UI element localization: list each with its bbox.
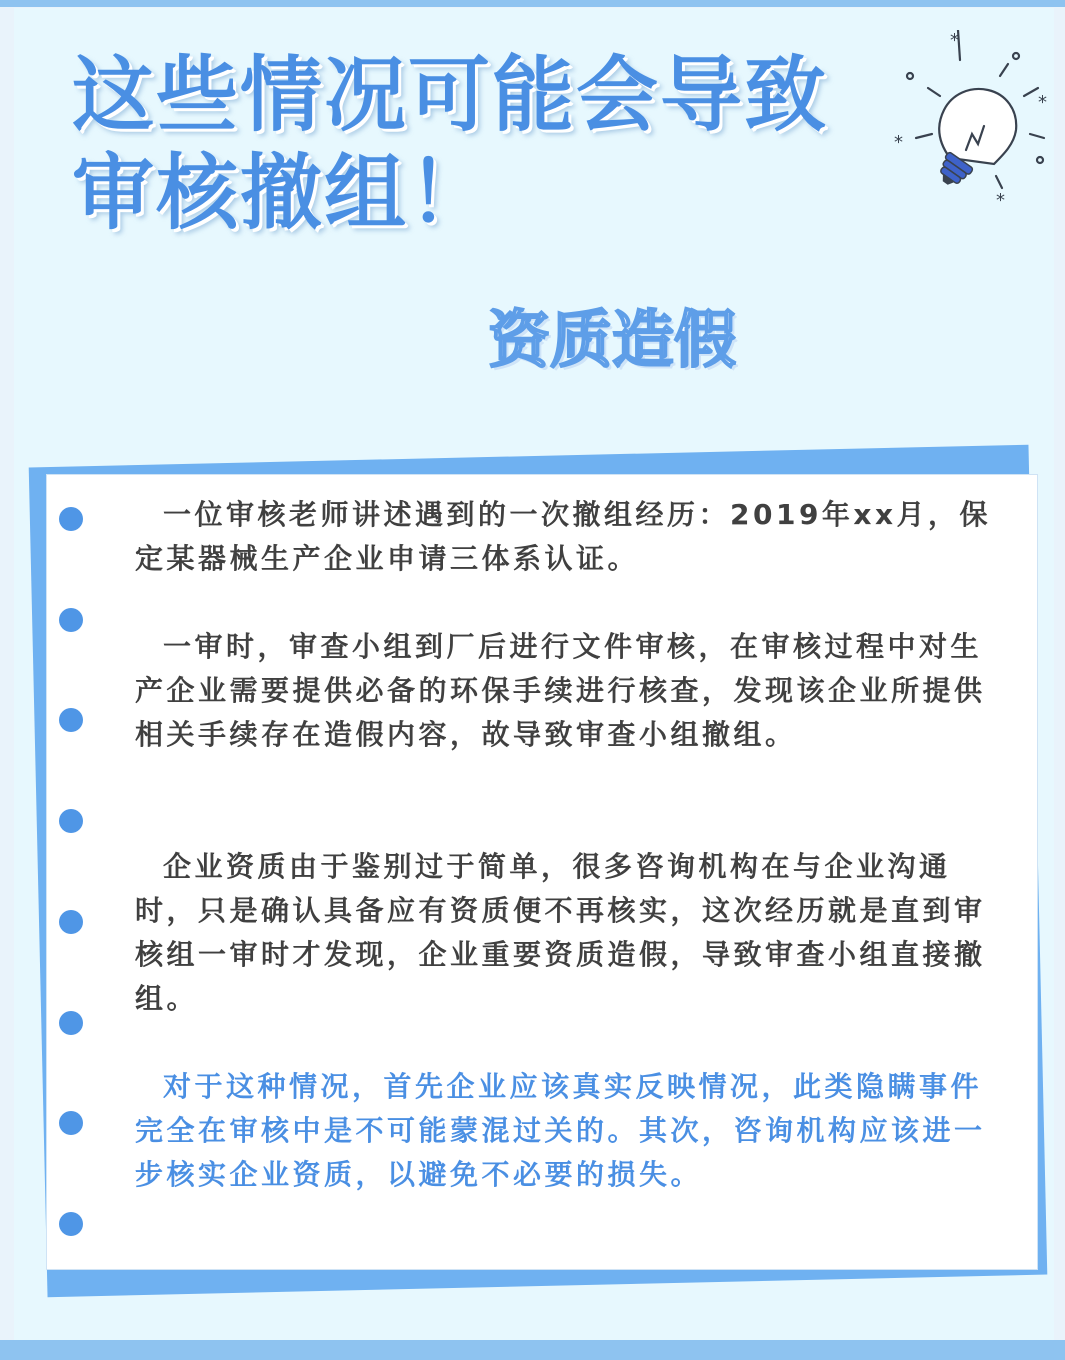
svg-text:*: * <box>1038 92 1047 113</box>
paragraph-advice: 对于这种情况，首先企业应该真实反映情况，此类隐瞒事件完全在审核中是不可能蒙混过关的。其次，咨询机构应该进一步核实企业资质，以避免不必要的损失。 <box>135 1070 986 1191</box>
dot-icon <box>59 608 83 632</box>
content-card <box>46 474 1038 1270</box>
top-border <box>0 0 1065 7</box>
svg-text:*: * <box>950 30 959 51</box>
dot-icon <box>59 910 83 934</box>
dot-icon <box>59 809 83 833</box>
lightbulb-icon <box>888 30 1058 210</box>
section-subtitle: 资质造假 <box>488 303 737 376</box>
dot-icon <box>59 708 83 732</box>
paragraph-qualification: 企业资质由于鉴别过于简单，很多咨询机构在与企业沟通时，只是确认具备应有资质便不再核实，这次经历就是直到审核组一审时才发现，企业重要资质造假，导致审查小组直接撤组。 <box>135 850 986 1015</box>
headline-line-1: 这些情况可能会导致 <box>72 48 829 143</box>
svg-text:*: * <box>996 190 1005 210</box>
svg-text:*: * <box>894 132 903 153</box>
dot-icon <box>59 1011 83 1035</box>
headline-line-2: 审核撤组！ <box>72 146 493 241</box>
paragraph-experience: 一位审核老师讲述遇到的一次撤组经历：2019年xx月，保定某器械生产企业申请三体系认证。 <box>135 498 992 575</box>
dot-icon <box>59 1111 83 1135</box>
bottom-border <box>0 1340 1065 1360</box>
dot-icon <box>59 507 83 531</box>
paragraph-first-audit: 一审时，审查小组到厂后进行文件审核，在审核过程中对生产企业需要提供必备的环保手续进行核查，发现该企业所提供相关手续存在造假内容，故导致审查小组撤组。 <box>135 630 986 751</box>
dot-icon <box>59 1212 83 1236</box>
